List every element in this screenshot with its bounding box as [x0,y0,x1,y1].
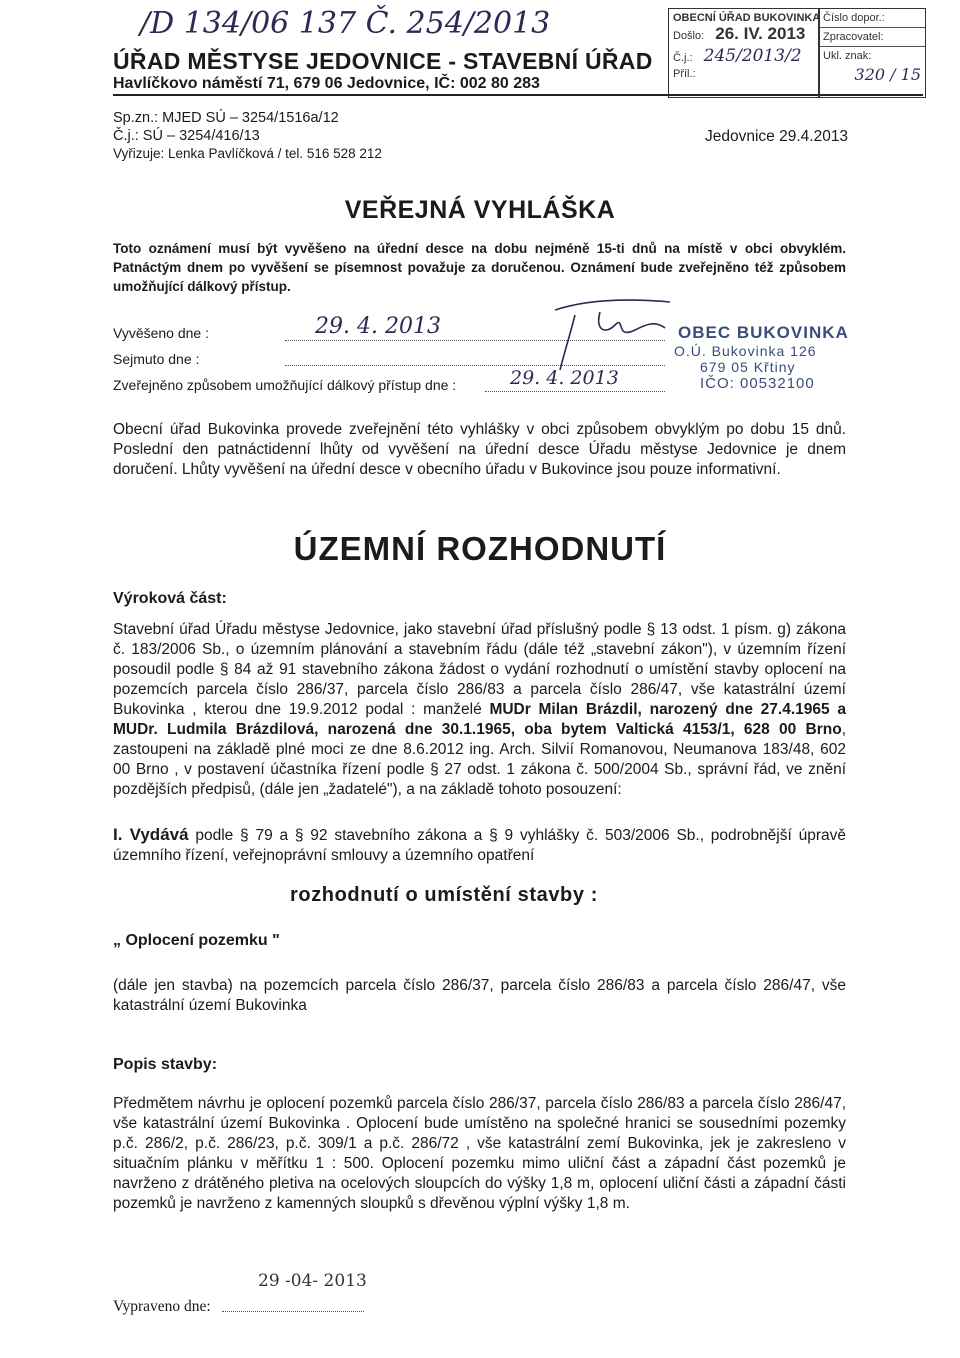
verdict-paragraph-part1: Stavební úřad Úřadu městyse Jedovnice, jako stavební úřad příslušný podle § 13 odst. 1 písm. g) zákona č. 183/2006 Sb., o územním plánování a stavebním řádu (dále též „stavební zákon"), v územním řízení posoudil podle § 84 až 91 stavebního zákona žádost o vydání rozhodnutí o umístění stavby oplocení na pozemcích parcela číslo 286/37, parcela číslo 286/83 a parcela číslo 286/47, vše katastrální území Bukovinka , kterou dne 19.9.2012 podal : manželé [113,621,846,718]
receipt-stamp-cj-label: Č.j.: [673,52,693,64]
receipt-stamp-office: OBECNÍ ÚŘAD BUKOVINKA [673,12,821,24]
receipt-stamp-received-label: Došlo: [673,30,705,42]
construction-scope: (dále jen stavba) na pozemcích parcela číslo 286/37, parcela číslo 286/83 a parcela číslo 286/47, vše katastrální území Bukovinka [113,977,846,1014]
date-stamp: 29 -04- 2013 [258,1271,367,1291]
file-reference: Sp.zn.: MJED SÚ – 3254/1516a/12 [113,110,339,126]
published-dotted-line [485,391,665,392]
receipt-stamp-side [818,8,926,98]
receipt-stamp-cj-value: 245/2013/2 [703,46,802,66]
handled-by: Vyřizuje: Lenka Pavlíčková / tel. 516 528 212 [113,146,382,161]
document-number: Č.j.: SÚ – 3254/416/13 [113,128,260,144]
office-header-address: Havlíčkovo náměstí 71, 679 06 Jedovnice, IČ: 002 80 283 [113,75,540,92]
verdict-heading: Výroková část: [113,590,227,607]
receipt-stamp [668,8,820,98]
construction-name: „ Oplocení pozemku " [113,932,280,949]
handwritten-reference: /D 134/06 137 Č. 254/2013 [140,6,551,41]
office-stamp-office: O.Ú. Bukovinka 126 [674,343,817,359]
office-stamp-city: 679 05 Křtiny [700,359,796,375]
removed-label: Sejmuto dne : [113,351,200,367]
placement-decision-title: rozhodnutí o umístění stavby : [290,884,599,906]
notice-title: VEŘEJNÁ VYHLÁŠKA [344,196,616,224]
decision-title: ÚZEMNÍ ROZHODNUTÍ [293,530,667,567]
office-header-title: ÚŘAD MĚSTYSE JEDOVNICE - STAVEBNÍ ÚŘAD [113,48,653,74]
office-stamp-name: OBEC BUKOVINKA [678,323,849,342]
receipt-stamp-filing-value: 320 / 15 [854,65,921,84]
office-stamp-ico: IČO: 00532100 [700,375,815,392]
issue-heading: I. Vydává [113,825,189,844]
verdict-paragraph-part2: , zastoupeni na základě plné moci ze dne 8.6.2012 ing. Arch. Silvií Romanovou, Neumanova 183/48, 602 00 Brno , v postavení účastníka řízení podle § 27 odst. 1 zákona č. 500/2004 Sb., správní řád, ve znění pozdějších předpisů, (dále jen „žadatelé"), a na základě tohoto posouzení: [113,721,846,798]
document-date: Jedovnice 29.4.2013 [705,128,849,145]
published-date-handwritten: 29. 4. 2013 [510,367,619,389]
receipt-stamp-filing-label: Ukl. znak: [823,50,872,62]
bukovinka-office-stamp [660,323,850,403]
issue-paragraph [113,825,846,866]
published-label: Zveřejněno způsobem umožňující dálkový přístup dne : [113,377,457,393]
bukovinka-paragraph: Obecní úřad Bukovinka provede zveřejnění této vyhlášky v obci způsobem obvyklým po dobu 15 dnů. Poslední den patnáctidenní lhůty od vyvěšení na úřední desce Úřadu městyse Jedovnice je dnem doručení. Lhůty vyvěšení na úřední desce v obecního úřadu v Bukovince jsou pouze informativní. [113,421,846,478]
receipt-stamp-processor-label: Zpracovatel: [819,28,925,47]
posted-date-handwritten: 29. 4. 2013 [315,314,441,339]
verdict-paragraph [113,620,846,800]
applicants-bold: MUDr Milan Brázdil, narozený dne 27.4.1965 a MUDr. Ludmila Brázdilová, narozená dne 30.1.1965, oba bytem Valtická 4153/1, 628 00 Brno [113,701,846,738]
notice-instructions: Toto oznámení musí být vyvěšeno na úřední desce na dobu nejméně 15-ti dnů na místě v obci obvyklém. Patnáctým dnem po vyvěšení se písemnost považuje za doručenou. Oznámení bude zveřejněno též způsobem umožňující dálkový přístup. [113,241,846,294]
receipt-stamp-received-date: 26. IV. 2013 [715,24,806,43]
posted-label: Vyvěšeno dne : [113,325,209,341]
description-text: Předmětem návrhu je oplocení pozemků parcela číslo 286/37, parcela číslo 286/83 a parcela číslo 286/47, vše katastrální území Bukovinka . Oplocení bude umístěno na společné hranici se sousedními pozemky p.č. 286/2, p.č. 286/23, p.č. 309/1 a p.č. 286/72 , vše katastrální zemí Bukovinka, jek je zakresleno v situačním plánku v měřítku 1 : 500. Oplocení pozemku mimo uliční část a západní část pozemků je navrženo z drátěného pletiva na ocelových sloupcích do výšky 1,8 m, oplocení uliční části a západní části pozemků je navrženo z kamenných sloupků s dřevěnou výplní výšky 1,8 m. [113,1095,846,1212]
dispatch-label: Vypraveno dne: [113,1298,211,1315]
description-heading: Popis stavby: [113,1056,218,1073]
dispatch-dotted-line [222,1311,364,1312]
issue-text: podle § 79 a § 92 stavebního zákona a § 9 vyhlášky č. 503/2006 Sb., podrobnější úpravě územního řízení, veřejnoprávní smlouvy a územního opatření [113,827,846,864]
receipt-stamp-attachments-label: Příl.: [673,68,696,80]
receipt-stamp-registered-label: Číslo dopor.: [819,9,925,28]
